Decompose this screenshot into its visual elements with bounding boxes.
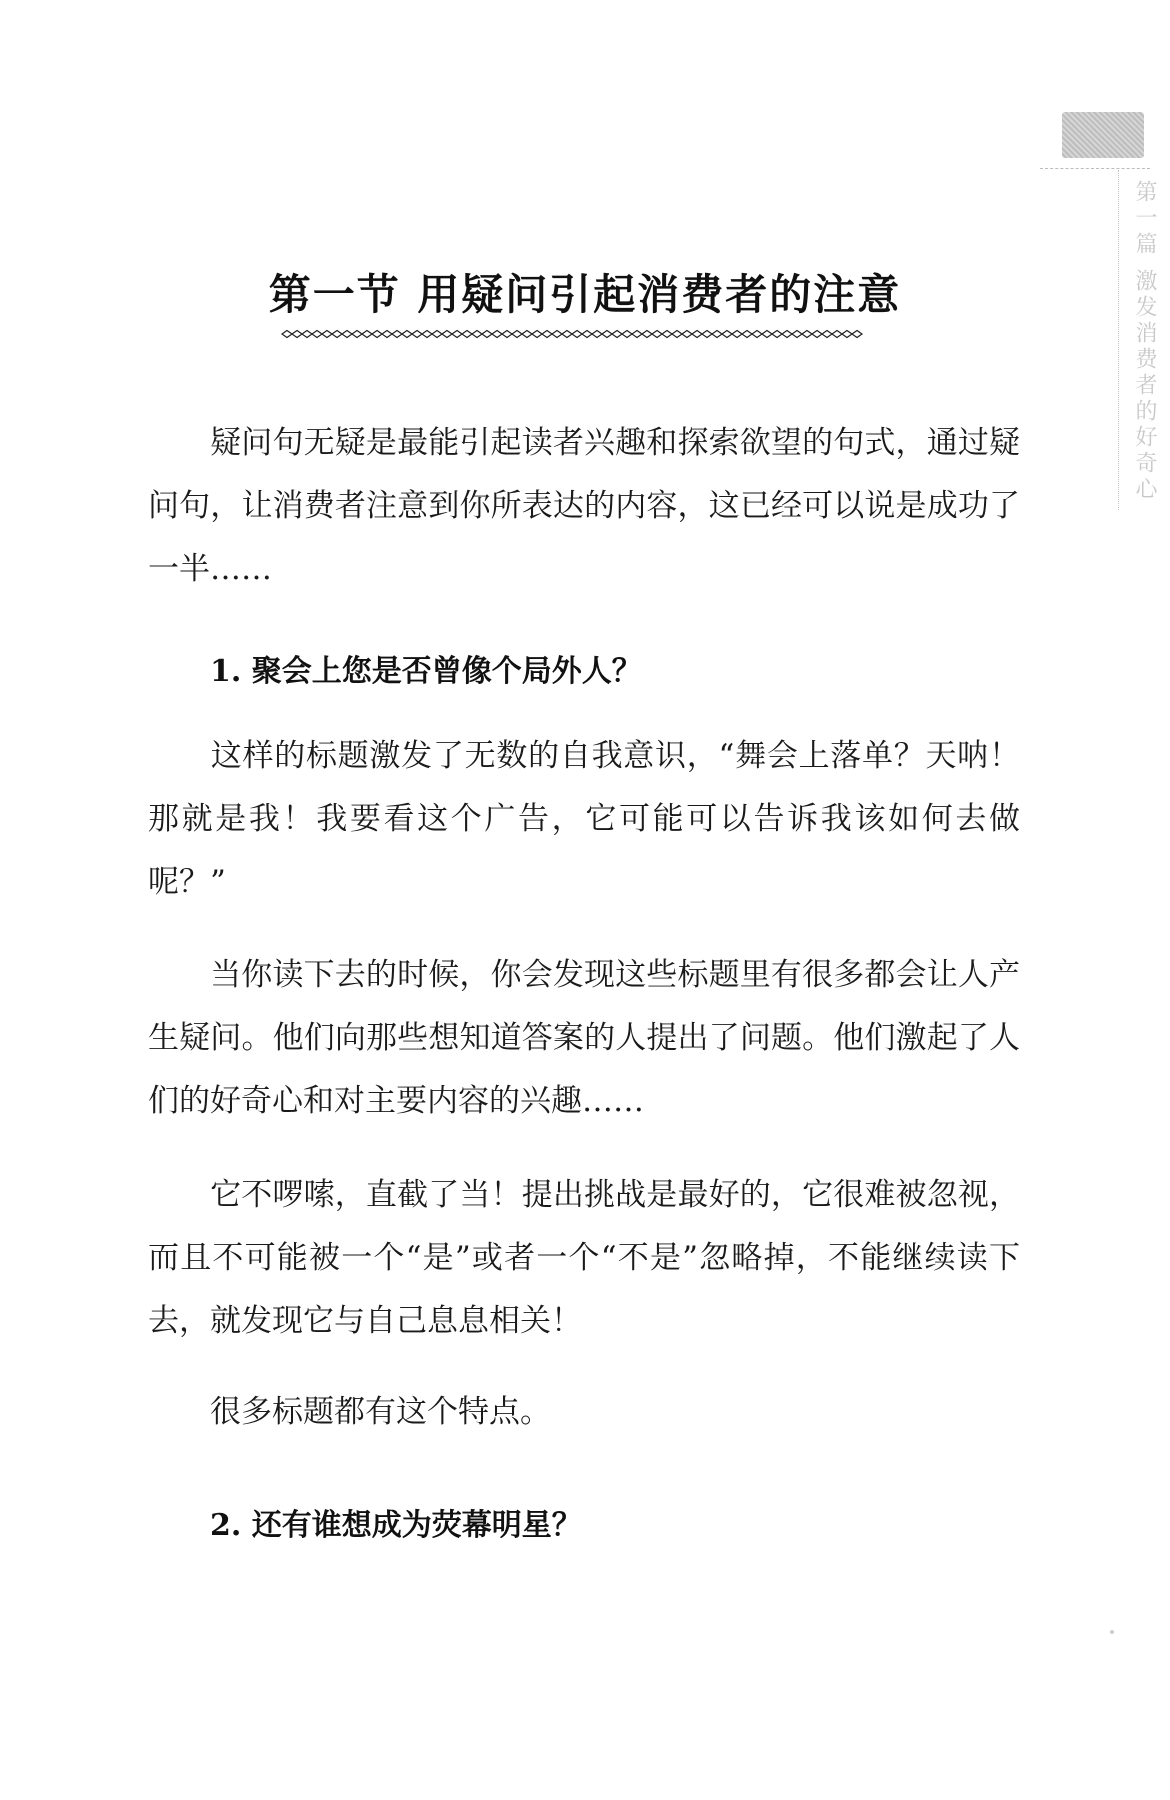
ornament-diamond [322, 331, 332, 338]
ornament-diamond [362, 331, 372, 338]
ornament-diamond [542, 331, 552, 338]
ornament-diamond [632, 331, 642, 338]
ornament-diamond [762, 331, 772, 338]
section-title: 第一节 用疑问引起消费者的注意 [268, 270, 902, 319]
ornament-diamond [802, 331, 812, 338]
ornament-diamond [462, 331, 472, 338]
ornament-diamond [412, 331, 422, 338]
ornament-diamond [302, 331, 312, 338]
ornament-diamond [442, 331, 452, 338]
ornament-diamond [512, 331, 522, 338]
scan-speck [1110, 1630, 1114, 1634]
ornament-diamond [292, 331, 302, 338]
ornament-diamond [652, 331, 662, 338]
ornament-diamond [282, 331, 292, 338]
ornament-diamond [732, 331, 742, 338]
ornament-diamond [662, 331, 672, 338]
page-edge-tab [1062, 112, 1144, 158]
ornament-diamond [812, 331, 822, 338]
body-paragraph-2 [148, 944, 1020, 1133]
ornament-diamond [592, 331, 602, 338]
ornament-diamond [392, 331, 402, 338]
ornament-diamond [682, 331, 692, 338]
ornament-diamond [492, 331, 502, 338]
body-text-1: 这样的标题激发了无数的自我意识，“舞会上落单？天呐！那就是我！我要看这个广告，它可能可以告诉我该如何去做呢？” [148, 738, 1020, 900]
ornament-diamond [852, 331, 862, 338]
ornament-diamond [712, 331, 722, 338]
body-paragraph-4 [148, 1381, 1020, 1444]
ornament-diamond [622, 331, 632, 338]
ornament-diamond [642, 331, 652, 338]
ornament-diamond [422, 331, 432, 338]
ornament-diamond [842, 331, 852, 338]
body-paragraph-1 [148, 725, 1020, 914]
body-text-3: 它不啰嗦，直截了当！提出挑战是最好的，它很难被忽视，而且不可能被一个“是”或者一个“不是”忽略掉，不能继续读下去，就发现它与自己息息相关！ [148, 1177, 1020, 1339]
ornament-diamond [702, 331, 712, 338]
ornament-diamond [752, 331, 762, 338]
body-text-2: 当你读下去的时候，你会发现这些标题里有很多都会让人产生疑问。他们向那些想知道答案的人提出了问题。他们激起了人们的好奇心和对主要内容的兴趣…… [148, 957, 1020, 1119]
ornament-diamond [332, 331, 342, 338]
body-paragraph-3 [148, 1164, 1020, 1353]
ornament-diamond [312, 331, 322, 338]
ornament-diamond [552, 331, 562, 338]
ornament-diamond [342, 331, 352, 338]
ornament-diamond [742, 331, 752, 338]
ornament-diamond [472, 331, 482, 338]
ornament-diamond [482, 331, 492, 338]
body-text-4: 很多标题都有这个特点。 [210, 1394, 551, 1430]
ornament-diamond [692, 331, 702, 338]
title-ornament [280, 326, 870, 342]
ornament-diamond [432, 331, 442, 338]
diamond-chain-ornament [280, 326, 870, 342]
ornament-diamond [532, 331, 542, 338]
ornament-diamond [612, 331, 622, 338]
intro-paragraph [148, 412, 1020, 601]
running-header-vertical: 第一篇 激发消费者的好奇心 [1132, 180, 1157, 503]
ornament-diamond [792, 331, 802, 338]
ornament-diamond [572, 331, 582, 338]
ornament-diamond [722, 331, 732, 338]
ornament-diamond [402, 331, 412, 338]
ornament-diamond [672, 331, 682, 338]
ornament-diamond [372, 331, 382, 338]
page-edge-rule [1040, 168, 1150, 170]
subheading-2: 2. 还有谁想成为荧幕明星？ [210, 1508, 582, 1543]
ornament-diamond [502, 331, 512, 338]
ornament-diamond [352, 331, 362, 338]
subheading-1: 1. 聚会上您是否曾像个局外人？ [210, 654, 642, 689]
ornament-diamond [602, 331, 612, 338]
ornament-diamond [562, 331, 572, 338]
ornament-diamond [772, 331, 782, 338]
ornament-diamond [582, 331, 592, 338]
ornament-diamond [382, 331, 392, 338]
ornament-diamond [782, 331, 792, 338]
ornament-diamond [832, 331, 842, 338]
ornament-diamond [522, 331, 532, 338]
intro-text: 疑问句无疑是最能引起读者兴趣和探索欲望的句式，通过疑问句，让消费者注意到你所表达的内容，这已经可以说是成功了一半…… [148, 425, 1020, 587]
ornament-diamond [822, 331, 832, 338]
ornament-diamond [452, 331, 462, 338]
